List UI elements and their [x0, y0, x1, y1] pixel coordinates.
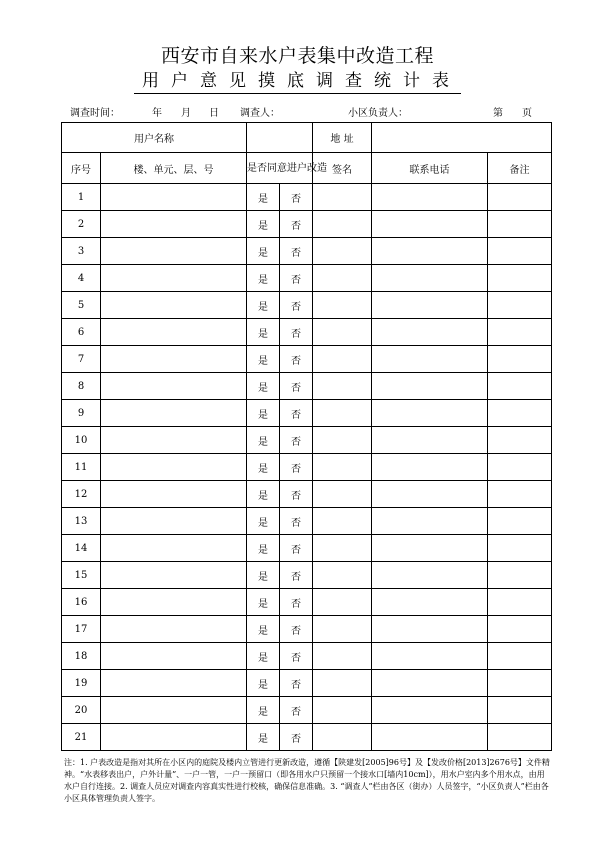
yes-option[interactable]: 是 [247, 535, 280, 562]
signature-cell[interactable] [313, 211, 372, 238]
no-option[interactable]: 否 [280, 616, 313, 643]
row-number: 21 [62, 724, 101, 751]
yes-option[interactable]: 是 [247, 670, 280, 697]
survey-table [61, 122, 552, 751]
no-option[interactable]: 否 [280, 697, 313, 724]
yes-option[interactable]: 是 [247, 589, 280, 616]
signature-cell[interactable] [313, 373, 372, 400]
building-cell[interactable] [101, 535, 247, 562]
document-title: 西安市自来水户表集中改造工程 [160, 45, 434, 67]
yes-option[interactable]: 是 [247, 184, 280, 211]
yes-option[interactable]: 是 [247, 697, 280, 724]
row-number: 10 [62, 427, 101, 454]
table-row [62, 562, 552, 589]
phone-cell[interactable] [372, 616, 488, 643]
yes-option[interactable]: 是 [247, 562, 280, 589]
phone-cell[interactable] [372, 373, 488, 400]
table-row [62, 454, 552, 481]
remark-cell[interactable] [488, 589, 552, 616]
header-agree: 是否同意进户改造 [247, 153, 313, 184]
table-row [62, 427, 552, 454]
signature-cell[interactable] [313, 643, 372, 670]
signature-cell[interactable] [313, 589, 372, 616]
yes-option[interactable]: 是 [247, 616, 280, 643]
no-option[interactable]: 否 [280, 238, 313, 265]
phone-cell[interactable] [372, 427, 488, 454]
remark-cell[interactable] [488, 346, 552, 373]
building-cell[interactable] [101, 481, 247, 508]
yes-option[interactable]: 是 [247, 400, 280, 427]
remark-cell[interactable] [488, 643, 552, 670]
signature-cell[interactable] [313, 454, 372, 481]
table-row [62, 616, 552, 643]
building-cell[interactable] [101, 238, 247, 265]
signature-cell[interactable] [313, 724, 372, 751]
phone-cell[interactable] [372, 238, 488, 265]
building-cell[interactable] [101, 643, 247, 670]
no-option[interactable]: 否 [280, 400, 313, 427]
no-option[interactable]: 否 [280, 508, 313, 535]
page-prefix: 第 [493, 108, 503, 119]
phone-cell[interactable] [372, 481, 488, 508]
table-row [62, 265, 552, 292]
signature-cell[interactable] [313, 292, 372, 319]
row-number: 5 [62, 292, 101, 319]
table-row [62, 481, 552, 508]
building-cell[interactable] [101, 454, 247, 481]
table-row [62, 589, 552, 616]
yes-option[interactable]: 是 [247, 319, 280, 346]
row-number: 12 [62, 481, 101, 508]
phone-cell[interactable] [372, 643, 488, 670]
signature-cell[interactable] [313, 670, 372, 697]
phone-cell[interactable] [372, 670, 488, 697]
phone-cell[interactable] [372, 454, 488, 481]
signature-cell[interactable] [313, 697, 372, 724]
phone-cell[interactable] [372, 508, 488, 535]
yes-option[interactable]: 是 [247, 292, 280, 319]
no-option[interactable]: 否 [280, 346, 313, 373]
no-option[interactable]: 否 [280, 211, 313, 238]
address-label: 地 址 [313, 123, 372, 153]
table-row [62, 319, 552, 346]
yes-option[interactable]: 是 [247, 373, 280, 400]
remark-cell[interactable] [488, 481, 552, 508]
table-row [62, 697, 552, 724]
header-remark: 备注 [488, 153, 552, 184]
row-number: 9 [62, 400, 101, 427]
building-cell[interactable] [101, 211, 247, 238]
yes-option[interactable]: 是 [247, 481, 280, 508]
table-row [62, 535, 552, 562]
user-name-cell[interactable] [62, 123, 247, 153]
no-option[interactable]: 否 [280, 481, 313, 508]
remark-cell[interactable] [488, 265, 552, 292]
row-number: 8 [62, 373, 101, 400]
phone-cell[interactable] [372, 697, 488, 724]
phone-cell[interactable] [372, 211, 488, 238]
yes-option[interactable]: 是 [247, 265, 280, 292]
phone-cell[interactable] [372, 319, 488, 346]
building-cell[interactable] [101, 670, 247, 697]
table-row [62, 346, 552, 373]
no-option[interactable]: 否 [280, 670, 313, 697]
row-number: 2 [62, 211, 101, 238]
no-option[interactable]: 否 [280, 589, 313, 616]
signature-cell[interactable] [313, 238, 372, 265]
header-no: 序号 [62, 153, 101, 184]
phone-cell[interactable] [372, 535, 488, 562]
user-name-value[interactable] [247, 123, 313, 153]
table-row [62, 292, 552, 319]
signature-cell[interactable] [313, 346, 372, 373]
building-cell[interactable] [101, 724, 247, 751]
building-cell[interactable] [101, 319, 247, 346]
row-number: 16 [62, 589, 101, 616]
table-row [62, 643, 552, 670]
no-option[interactable]: 否 [280, 454, 313, 481]
phone-cell[interactable] [372, 346, 488, 373]
subtitle-text: 用户意见摸底调查统计表 [134, 70, 461, 94]
building-cell[interactable] [101, 400, 247, 427]
remark-cell[interactable] [488, 562, 552, 589]
table-row [62, 184, 552, 211]
address-value[interactable] [372, 123, 552, 153]
user-name-row [62, 123, 552, 153]
row-number: 18 [62, 643, 101, 670]
signature-cell[interactable] [313, 562, 372, 589]
remark-cell[interactable] [488, 373, 552, 400]
remark-cell[interactable] [488, 211, 552, 238]
phone-cell[interactable] [372, 724, 488, 751]
building-cell[interactable] [101, 562, 247, 589]
yes-option[interactable]: 是 [247, 508, 280, 535]
yes-option[interactable]: 是 [247, 427, 280, 454]
survey-time-label: 调查时间： [70, 108, 120, 119]
table-row [62, 508, 552, 535]
phone-cell[interactable] [372, 589, 488, 616]
signature-cell[interactable] [313, 265, 372, 292]
row-number: 1 [62, 184, 101, 211]
yes-option[interactable]: 是 [247, 454, 280, 481]
user-name-label: 用户名称 [134, 134, 174, 145]
remark-cell[interactable] [488, 238, 552, 265]
header-building: 楼、单元、层、号 [101, 153, 247, 184]
building-cell[interactable] [101, 184, 247, 211]
signature-cell[interactable] [313, 319, 372, 346]
remark-cell[interactable] [488, 724, 552, 751]
row-number: 13 [62, 508, 101, 535]
remark-cell[interactable] [488, 427, 552, 454]
remark-cell[interactable] [488, 454, 552, 481]
phone-cell[interactable] [372, 562, 488, 589]
yes-option[interactable]: 是 [247, 724, 280, 751]
header-phone: 联系电话 [372, 153, 488, 184]
remark-cell[interactable] [488, 616, 552, 643]
row-number: 4 [62, 265, 101, 292]
row-number: 20 [62, 697, 101, 724]
no-option[interactable]: 否 [280, 643, 313, 670]
row-number: 14 [62, 535, 101, 562]
no-option[interactable]: 否 [280, 535, 313, 562]
page-suffix: 页 [522, 108, 532, 119]
building-cell[interactable] [101, 589, 247, 616]
signature-cell[interactable] [313, 508, 372, 535]
remark-cell[interactable] [488, 535, 552, 562]
remark-cell[interactable] [488, 697, 552, 724]
signature-cell[interactable] [313, 535, 372, 562]
table-row [62, 400, 552, 427]
no-option[interactable]: 否 [280, 319, 313, 346]
remark-cell[interactable] [488, 508, 552, 535]
yes-option[interactable]: 是 [247, 346, 280, 373]
header-row [62, 153, 552, 184]
no-option[interactable]: 否 [280, 184, 313, 211]
remark-cell[interactable] [488, 184, 552, 211]
day-label: 日 [209, 108, 219, 119]
table-row [62, 373, 552, 400]
building-cell[interactable] [101, 427, 247, 454]
row-number: 7 [62, 346, 101, 373]
no-option[interactable]: 否 [280, 292, 313, 319]
remark-cell[interactable] [488, 319, 552, 346]
phone-cell[interactable] [372, 265, 488, 292]
no-option[interactable]: 否 [280, 427, 313, 454]
no-option[interactable]: 否 [280, 265, 313, 292]
row-number: 19 [62, 670, 101, 697]
row-number: 6 [62, 319, 101, 346]
signature-cell[interactable] [313, 616, 372, 643]
year-label: 年 [152, 108, 162, 119]
phone-cell[interactable] [372, 400, 488, 427]
document-subtitle [0, 70, 595, 94]
row-number: 17 [62, 616, 101, 643]
yes-option[interactable]: 是 [247, 211, 280, 238]
phone-cell[interactable] [372, 184, 488, 211]
month-label: 月 [181, 108, 191, 119]
building-cell[interactable] [101, 292, 247, 319]
signature-cell[interactable] [313, 481, 372, 508]
remark-cell[interactable] [488, 400, 552, 427]
header-signature: 签名 [313, 153, 372, 184]
footnote: 注：1. 户表改造是指对其所在小区内的庭院及楼内立管进行更新改造，遵循【陕建发[2005]96号】及【发改价格[2013]2676号】文件精神。“水表移表出户，户外计量”、一户一管，一户一预留口（即各用水户只预留一个接水口[墙内10cm]），用水户室内多个用水点，由用水户自行连接。2. 调查人员应对调查内容真实性进行校核，确保信息准确。3. “调查人”栏由各区（街办）人员签字，“小区负责人”栏由各小区具体管理负责人签字。 [64, 758, 550, 803]
signature-cell[interactable] [313, 400, 372, 427]
investigator-label: 调查人： [240, 108, 280, 119]
signature-cell[interactable] [313, 184, 372, 211]
no-option[interactable]: 否 [280, 373, 313, 400]
district-head-label: 小区负责人： [348, 108, 408, 119]
table-row [62, 724, 552, 751]
signature-cell[interactable] [313, 427, 372, 454]
table-row [62, 238, 552, 265]
building-cell[interactable] [101, 616, 247, 643]
yes-option[interactable]: 是 [247, 643, 280, 670]
remark-cell[interactable] [488, 670, 552, 697]
building-cell[interactable] [101, 373, 247, 400]
yes-option[interactable]: 是 [247, 238, 280, 265]
building-cell[interactable] [101, 508, 247, 535]
phone-cell[interactable] [372, 292, 488, 319]
no-option[interactable]: 否 [280, 724, 313, 751]
building-cell[interactable] [101, 346, 247, 373]
row-number: 11 [62, 454, 101, 481]
row-number: 15 [62, 562, 101, 589]
no-option[interactable]: 否 [280, 562, 313, 589]
remark-cell[interactable] [488, 292, 552, 319]
building-cell[interactable] [101, 697, 247, 724]
building-cell[interactable] [101, 265, 247, 292]
table-row [62, 211, 552, 238]
table-row [62, 670, 552, 697]
row-number: 3 [62, 238, 101, 265]
